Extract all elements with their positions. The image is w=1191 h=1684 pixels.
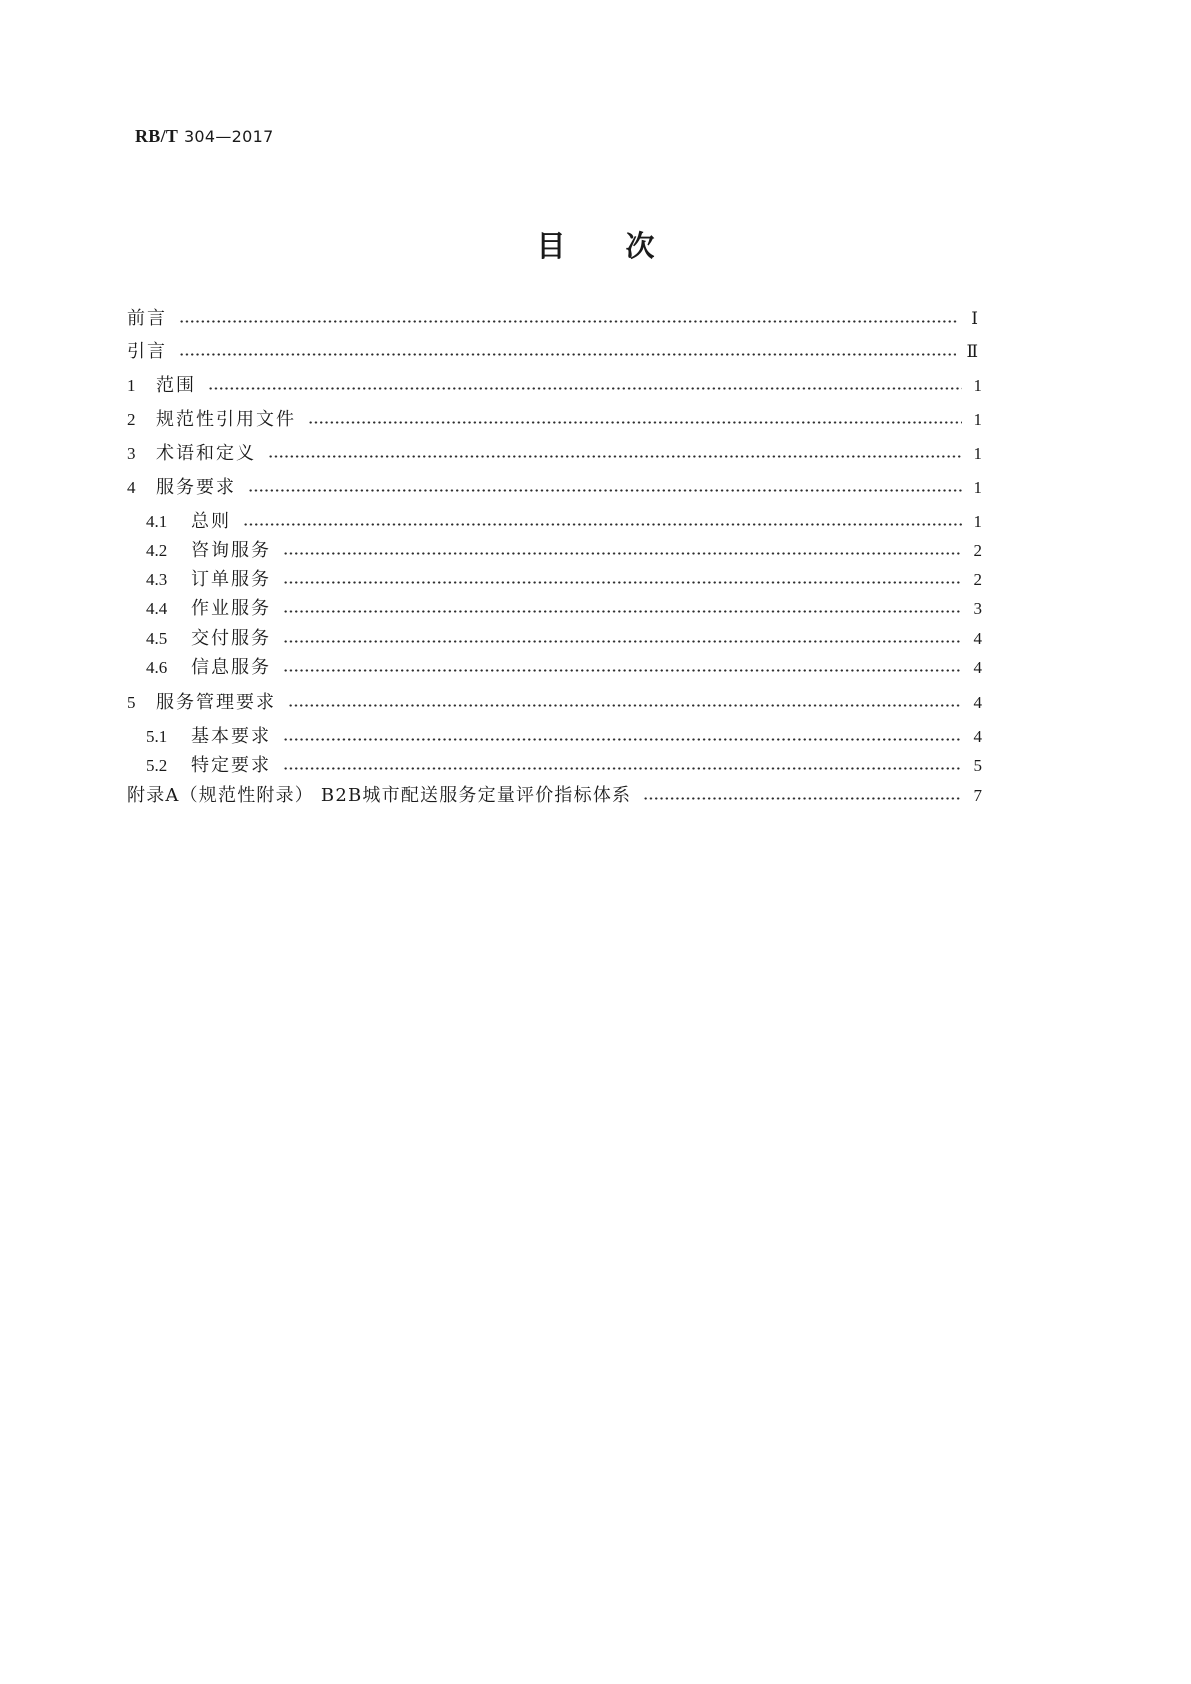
toc-entry-label: 服务管理要求: [156, 692, 276, 713]
toc-leader-dots: [179, 320, 958, 323]
toc-entry-number: 4: [127, 478, 136, 497]
toc-entry-number: 4.4: [146, 599, 168, 618]
toc-entry-4-4[interactable]: [146, 597, 982, 621]
toc-entry-label: 总则: [191, 511, 231, 532]
toc-entry-page: 1: [973, 478, 982, 497]
toc-entry-page: 4: [973, 693, 982, 712]
toc-entry-page: 2: [973, 570, 982, 589]
toc-leader-dots: [308, 421, 962, 424]
toc-entry-label: 交付服务: [191, 628, 271, 649]
toc-entry-page: 4: [973, 629, 982, 648]
toc-entry-page: 1: [973, 444, 982, 463]
toc-entry-number: 4.5: [146, 629, 168, 648]
toc-entry-1[interactable]: [127, 374, 982, 398]
toc-leader-dots: [283, 669, 962, 672]
toc-entry-number: 4.3: [146, 570, 168, 589]
toc-entry-5-1[interactable]: [146, 725, 982, 749]
toc-entry-page: 1: [973, 512, 982, 531]
toc-entry-3[interactable]: [127, 442, 982, 466]
toc-entry-4-6[interactable]: [146, 656, 982, 680]
toc-entry-label: 规范性引用文件: [156, 409, 296, 430]
toc-entry-number: 5.1: [146, 727, 168, 746]
toc-entry-label: 咨询服务: [191, 540, 271, 561]
toc-entry-label: 服务要求: [156, 477, 236, 498]
toc-entry-page: 3: [973, 599, 982, 618]
toc-entry-5[interactable]: [127, 691, 982, 715]
toc-leader-dots: [283, 581, 962, 584]
toc-leader-dots: [283, 767, 962, 770]
document-code: [135, 126, 274, 147]
toc-leader-dots: [208, 387, 962, 390]
toc-leader-dots: [243, 523, 962, 526]
toc-entry-page: Ⅰ: [971, 309, 978, 328]
toc-entry-label: 订单服务: [191, 569, 271, 590]
toc-entry-number: 2: [127, 410, 136, 429]
toc-entry-page: 7: [973, 786, 982, 805]
toc-entry-2[interactable]: [127, 408, 982, 432]
toc-entry-number: 4.2: [146, 541, 168, 560]
toc-entry-page: 1: [973, 376, 982, 395]
toc-entry-number: 4.6: [146, 658, 168, 677]
toc-entry-number: 5: [127, 693, 136, 712]
toc-entry-label: 范围: [156, 375, 196, 396]
toc-entry-label: 信息服务: [191, 657, 271, 678]
toc-entry-page: 4: [973, 658, 982, 677]
toc-entry-label: 前言: [127, 308, 167, 329]
toc-leader-dots: [643, 797, 962, 800]
toc-entry-number: 3: [127, 444, 136, 463]
toc-entry-page: 1: [973, 410, 982, 429]
toc-leader-dots: [283, 738, 962, 741]
toc-entry-5-2[interactable]: [146, 754, 982, 778]
toc-entry-page: Ⅱ: [966, 342, 978, 361]
toc-leader-dots: [283, 640, 962, 643]
toc-entry-label: 附录A（规范性附录） B2B城市配送服务定量评价指标体系: [127, 785, 632, 806]
toc-entry-4-1[interactable]: [146, 510, 982, 534]
toc-entry-label: 引言: [127, 341, 167, 362]
toc-leader-dots: [283, 610, 962, 613]
toc-entry-page: 5: [973, 756, 982, 775]
toc-entry-number: 4.1: [146, 512, 168, 531]
toc-entry-foreword[interactable]: [127, 307, 978, 331]
toc-entry-appendix-a[interactable]: [127, 784, 982, 808]
toc-entry-label: 基本要求: [191, 726, 271, 747]
toc-leader-dots: [248, 489, 962, 492]
toc-entry-4[interactable]: [127, 476, 982, 500]
document-code-number: 304—2017: [183, 127, 274, 146]
toc-entry-4-2[interactable]: [146, 539, 982, 563]
toc-title: 目次: [536, 229, 715, 263]
toc-leader-dots: [268, 455, 962, 458]
toc-entry-4-3[interactable]: [146, 568, 982, 592]
toc-entry-label: 作业服务: [191, 598, 271, 619]
toc-entry-label: 术语和定义: [156, 443, 256, 464]
toc-leader-dots: [179, 353, 956, 356]
document-code-prefix: RB/T: [135, 126, 179, 146]
toc-entry-label: 特定要求: [191, 755, 271, 776]
toc-entry-page: 2: [973, 541, 982, 560]
toc-entry-number: 5.2: [146, 756, 168, 775]
toc-entry-introduction[interactable]: [127, 340, 978, 364]
toc-entry-number: 1: [127, 376, 136, 395]
toc-entry-page: 4: [973, 727, 982, 746]
toc-leader-dots: [283, 552, 962, 555]
toc-leader-dots: [288, 704, 962, 707]
toc-entry-4-5[interactable]: [146, 627, 982, 651]
